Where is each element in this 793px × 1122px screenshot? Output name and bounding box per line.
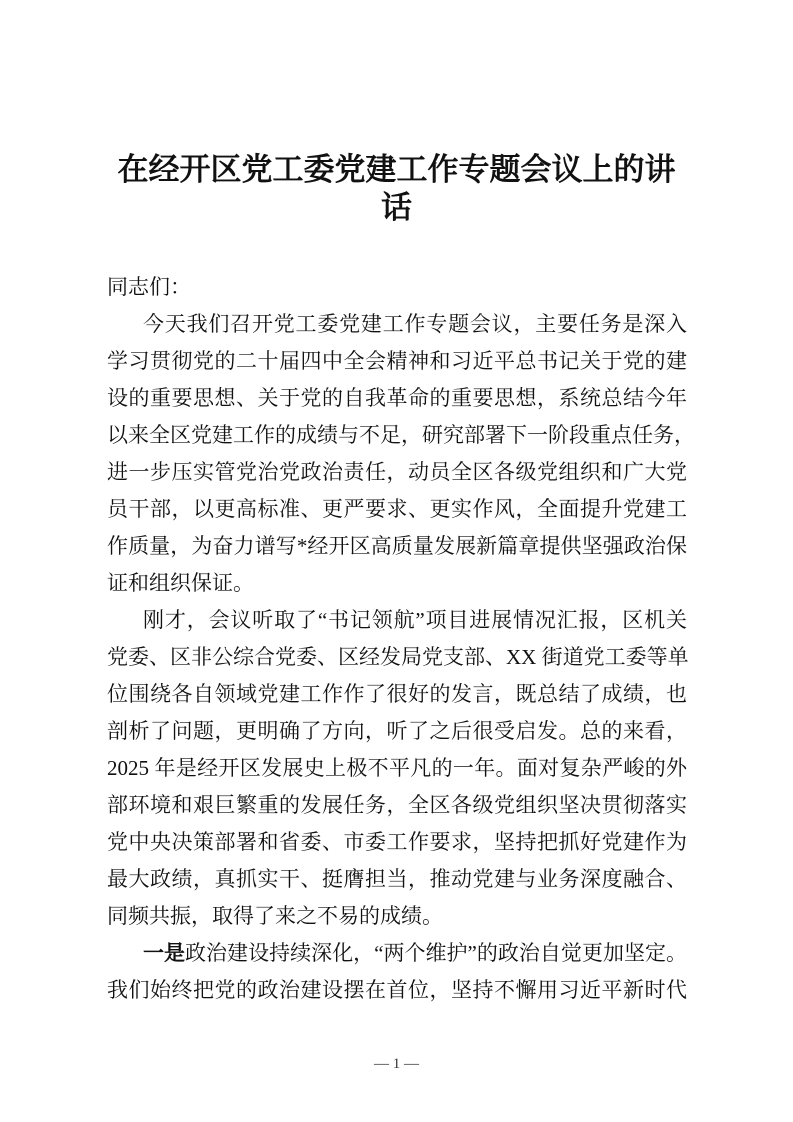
bold-lead: 一是	[143, 941, 186, 965]
title-line-2: 话	[381, 190, 412, 225]
text-line: 证和组织保证。	[107, 571, 254, 595]
text-line: 设的重要思想、关于党的自我革命的重要思想，系统总结今年	[107, 386, 687, 410]
text-line: 党委、区非公综合党委、区经发局党支部、XX 街道党工委等单	[107, 645, 689, 669]
text-line: 以来全区党建工作的成绩与不足，研究部署下一阶段重点任务，	[107, 423, 695, 447]
document-body	[107, 269, 695, 1009]
text-line: 最大政绩，真抓实干、挺膺担当，推动党建与业务深度融合、	[107, 867, 687, 891]
document-title	[100, 151, 693, 227]
text-line: 刚才，会议听取了“书记领航”项目进展情况汇报，区机关	[143, 608, 687, 632]
text-line	[107, 935, 687, 972]
paragraph-1	[107, 306, 695, 602]
text-line: 2025 年是经开区发展史上极不平凡的一年。面对复杂严峻的外	[107, 756, 687, 780]
paragraph-3	[107, 935, 687, 1009]
text-line: 员干部，以更高标准、更严要求、更实作风，全面提升党建工	[107, 497, 687, 521]
text-line: 党中央决策部署和省委、市委工作要求，坚持把抓好党建作为	[107, 830, 687, 854]
salutation: 同志们：	[107, 275, 191, 299]
text-line: 作质量，为奋力谱写*经开区高质量发展新篇章提供坚强政治保	[107, 534, 687, 558]
paragraph-2	[107, 602, 687, 935]
text-line: 今天我们召开党工委党建工作专题会议，主要任务是深入	[143, 312, 687, 336]
text-line: 同频共振，取得了来之不易的成绩。	[107, 904, 443, 928]
text-line: 部环境和艰巨繁重的发展任务，全区各级党组织坚决贯彻落实	[107, 793, 687, 817]
text-span: 政治建设持续深化，“两个维护”的政治自觉更加坚定。	[185, 941, 688, 965]
text-line: 学习贯彻党的二十届四中全会精神和习近平总书记关于党的建	[107, 349, 687, 373]
text-line: 剖析了问题，更明确了方向，听了之后很受启发。总的来看，	[107, 719, 687, 743]
text-line: 位围绕各自领域党建工作作了很好的发言，既总结了成绩，也	[107, 682, 687, 706]
text-line: 进一步压实管党治党政治责任，动员全区各级党组织和广大党	[107, 460, 687, 484]
page-number: — 1 —	[374, 1056, 419, 1072]
title-line-1: 在经开区党工委党建工作专题会议上的讲	[117, 152, 676, 187]
text-line: 我们始终把党的政治建设摆在首位，坚持不懈用习近平新时代	[107, 978, 687, 1002]
